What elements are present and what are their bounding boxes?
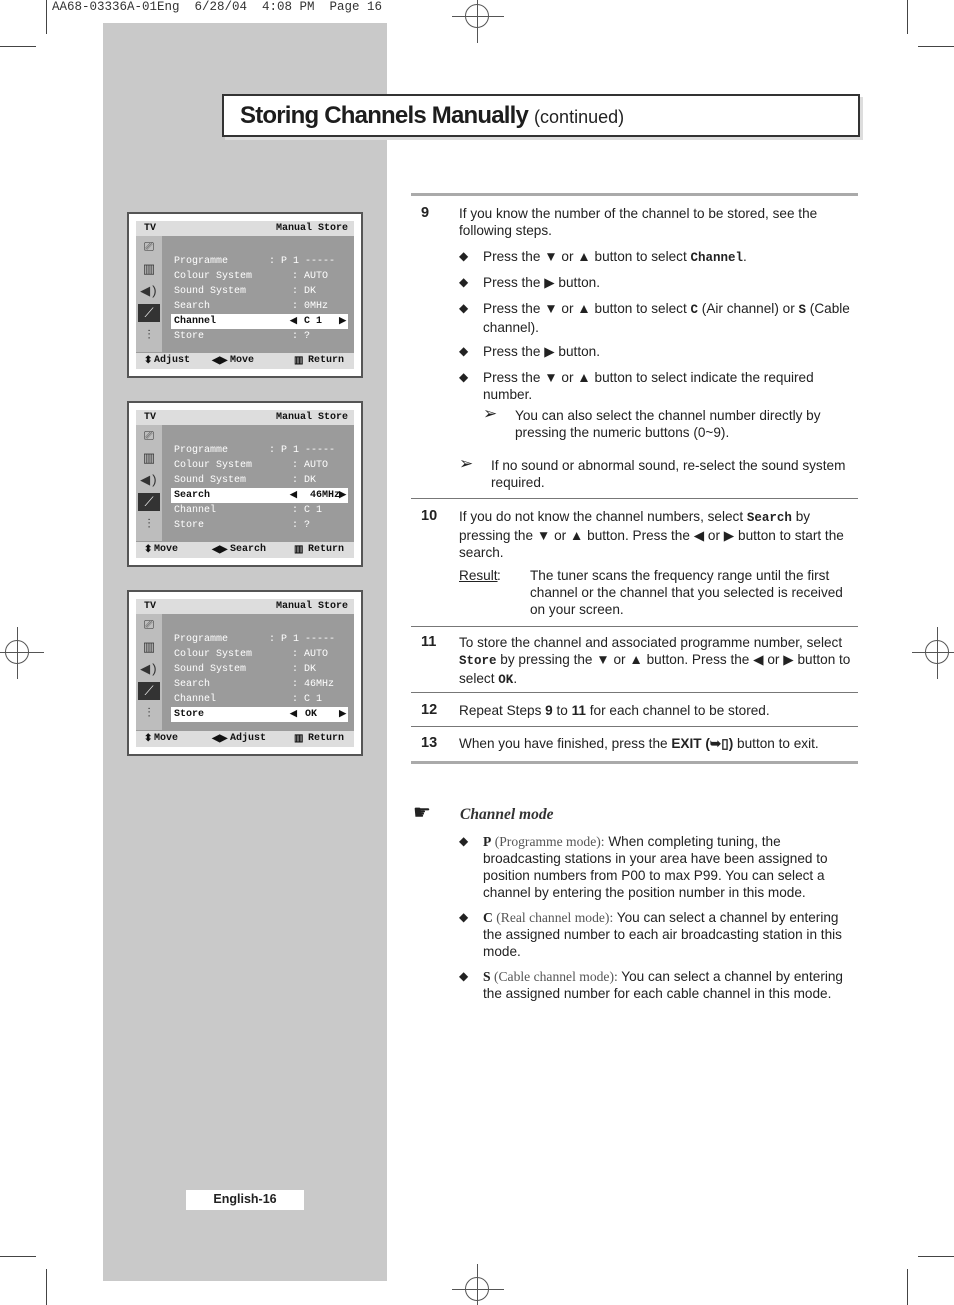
film-icon: ▥ [142,261,156,277]
leftright-icon: ◀▶ [212,734,228,745]
step-number: 11 [421,634,437,650]
menu-header: Manual Store [275,601,348,612]
film-icon: ▥ [142,450,156,466]
osd-menu-search [127,401,363,567]
step-number: 13 [421,735,438,751]
menu-tv-label: TV [144,601,157,612]
menu-icon: ▥ [294,545,304,556]
channel-mode-list: ◆ P (Programme mode): When completing tuning, the broadcasting stations in your area have been assigned to position numbers from P00 to max P99. You can select a channel by entering the position number in this mode. ◆ C (Real channel mode): You can select a channel by entering the assigned number to each air broadcasting station in this mode. ◆ S (Cable channel mode): You can select a channel by entering the assigned number for each cable channel in this mode. [459,834,843,1001]
menu-tv-label: TV [144,223,157,234]
step-number: 9 [421,205,430,221]
menu-row-selected[interactable]: Store ◀ OK ▶ [171,707,348,722]
diamond-bullet-icon: ◆ [459,910,469,924]
step-12: 12 Repeat Steps 9 to 11 for each channel to be stored. [421,702,770,718]
menu-row: Sound System : DK [174,664,317,675]
menu-row-selected[interactable]: Search ◀ 46MHz ▶ [171,488,348,503]
menu-row: Sound System : DK [174,286,317,297]
registration-mark [465,1277,489,1301]
menu-sidebar [136,236,162,352]
menu-footer: ⬍ Move ◀▶ Adjust ▥ Return [136,731,354,747]
updown-icon: ⬍ [144,545,153,556]
channel-mode-title: Channel mode [460,806,554,823]
step-13: 13 When you have finished, press the EXIT (➥▯) button to exit. [421,735,819,751]
menu-row: Search : 46MHz [174,679,335,690]
picture-icon: ⎚ [143,428,155,444]
title-sub: (continued) [534,107,625,127]
section-rule-bottom [411,761,858,764]
menu-row: Programme : P 1 ----- [174,445,336,456]
menu-row: Colour System : AUTO [174,271,329,282]
crop-mark [918,1256,954,1257]
page-title [222,94,860,137]
updown-icon: ⬍ [144,356,153,367]
menu-row: Colour System : AUTO [174,460,329,471]
note-arrow-icon: ➢ [483,404,498,423]
menu-row: Programme : P 1 ----- [174,634,336,645]
leftright-icon: ◀▶ [212,356,228,367]
step-number: 10 [421,508,438,524]
antenna-icon: ⟋ [138,304,160,322]
antenna-icon: ⟋ [138,493,160,511]
left-arrow-icon: ◀ [290,490,297,500]
diamond-bullet-icon: ◆ [459,834,469,848]
divider [411,626,858,627]
crop-mark [0,1256,36,1257]
divider [411,726,858,727]
setup-icon: ⫶ [147,516,151,532]
menu-footer: ⬍ Move ◀▶ Search ▥ Return [136,542,354,558]
leftright-icon: ◀▶ [212,545,228,556]
diamond-bullet-icon: ◆ [459,370,469,384]
menu-header: Manual Store [275,223,348,234]
picture-icon: ⎚ [143,617,155,633]
crop-mark [46,1269,47,1305]
step-10: 10 If you do not know the channel numbers, select Search by pressing the ▼ or ▲ button. Press the ◀ or ▶ button to start the search. Result : The tuner scans the frequency range until the first channel or the channel that you selected is received on your screen. [411,508,858,623]
right-arrow-icon: ▶ [339,709,346,719]
step-9: 9 If you know the number of the channel to be stored, see the following steps. ◆ Press the ▼ or ▲ button to select Channel. ◆ Press the ▶ button. ◆ Press the ▼ or ▲ button to select C (Air channel) or S (Cable channel). ◆ Press the ▶ button. ◆ Press the ▼ or ▲ button to select indicate the required number. ➢ You can also select the channel number directly by pressing the numeric buttons (0~9). ➢ If no sound or abnormal sound, re-select the sound system required. [411,205,858,495]
diamond-bullet-icon: ◆ [459,249,469,263]
divider [411,692,858,693]
picture-icon: ⎚ [143,239,155,255]
result-colon: : [497,568,501,583]
menu-row: Store : ? [174,520,311,531]
diamond-bullet-icon: ◆ [459,344,469,358]
result-label: Result [459,568,498,583]
crop-mark [907,0,908,34]
left-arrow-icon: ◀ [290,709,297,719]
crop-mark [907,1269,908,1305]
step-number: 12 [421,702,438,718]
menu-row: Channel : C 1 [174,694,323,705]
menu-row: Programme : P 1 ----- [174,256,336,267]
page-number: English-16 [186,1190,304,1210]
osd-menu-channel [127,212,363,378]
crop-mark [918,46,954,47]
registration-mark [925,640,949,664]
crop-mark [46,0,47,34]
menu-row: Search : 0MHz [174,301,329,312]
antenna-icon: ⟋ [138,682,160,700]
diamond-bullet-icon: ◆ [459,301,469,315]
speaker-icon: ◀) [140,472,158,488]
menu-row: Channel : C 1 [174,505,323,516]
menu-row: Store : ? [174,331,311,342]
setup-icon: ⫶ [147,705,151,721]
note-arrow-icon: ➢ [459,454,474,473]
speaker-icon: ◀) [140,661,158,677]
registration-mark [465,4,489,28]
section-rule-top [411,193,858,196]
divider [411,498,858,499]
menu-tv-label: TV [144,412,157,423]
registration-mark [5,640,29,664]
updown-icon: ⬍ [144,734,153,745]
right-arrow-icon: ▶ [339,490,346,500]
pointing-hand-icon: ☛ [413,802,431,824]
right-arrow-icon: ▶ [339,316,346,326]
osd-menu-store [127,590,363,756]
crop-mark [0,46,36,47]
menu-row: Sound System : DK [174,475,317,486]
menu-icon: ▥ [294,734,304,745]
print-header: AA68-03336A-01Eng 6/28/04 4:08 PM Page 16 [52,0,383,14]
film-icon: ▥ [142,639,156,655]
step-11: 11 To store the channel and associated programme number, select Store by pressing the ▼ or ▲ button. Press the ◀ or ▶ button to select OK. [421,634,851,687]
exit-icon: ➥▯ [709,736,729,751]
menu-sidebar [136,614,162,730]
setup-icon: ⫶ [147,327,151,343]
left-arrow-icon: ◀ [290,316,297,326]
menu-sidebar [136,425,162,541]
diamond-bullet-icon: ◆ [459,275,469,289]
menu-icon: ▥ [294,356,304,367]
menu-row: Colour System : AUTO [174,649,329,660]
menu-footer: ⬍ Adjust ◀▶ Move ▥ Return [136,353,354,369]
speaker-icon: ◀) [140,283,158,299]
title-main: Storing Channels Manually [240,102,529,129]
result-text: The tuner scans the frequency range until the first channel or the channel that you selected is received on your screen. [530,568,843,617]
menu-header: Manual Store [275,412,348,423]
step-text: If you know the number of the channel to be stored, see the following steps. [459,206,818,238]
diamond-bullet-icon: ◆ [459,969,469,983]
menu-row-selected[interactable]: Channel ◀ C 1 ▶ [171,314,348,329]
